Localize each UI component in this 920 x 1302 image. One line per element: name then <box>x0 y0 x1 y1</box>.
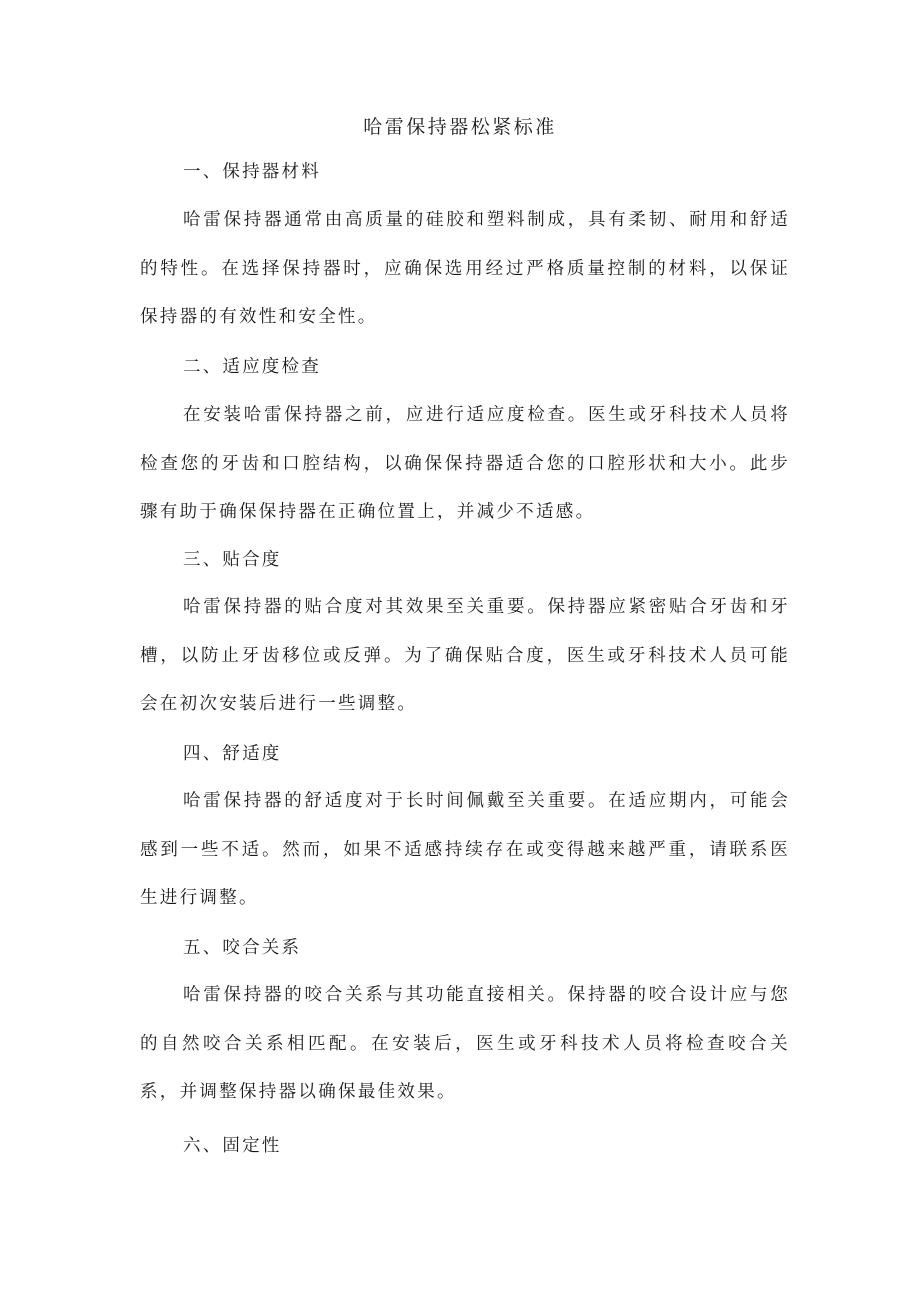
section-heading-materials: 一、保持器材料 <box>183 162 321 182</box>
section-paragraph-comfort: 哈雷保持器的舒适度对于长时间佩戴至关重要。在适应期内，可能会感到一些不适。然而，如果不适感持续存在或变得越来越严重，请联系医生进行调整。 <box>140 791 790 908</box>
section-heading-fit-check: 二、适应度检查 <box>183 357 321 377</box>
section-paragraph-materials: 哈雷保持器通常由高质量的硅胶和塑料制成，具有柔韧、耐用和舒适的特性。在选择保持器时，应确保选用经过严格质量控制的材料，以保证保持器的有效性和安全性。 <box>140 210 790 327</box>
section-heading-adaptation: 三、贴合度 <box>183 550 282 570</box>
section-paragraph-adaptation: 哈雷保持器的贴合度对其效果至关重要。保持器应紧密贴合牙齿和牙槽，以防止牙齿移位或反弹。为了确保贴合度，医生或牙科技术人员可能会在初次安装后进行一些调整。 <box>140 597 790 714</box>
section-heading-retention: 六、固定性 <box>183 1136 282 1156</box>
section-heading-occlusion: 五、咬合关系 <box>183 938 302 958</box>
section-paragraph-fit-check: 在安装哈雷保持器之前，应进行适应度检查。医生或牙科技术人员将检查您的牙齿和口腔结构，以确保保持器适合您的口腔形状和大小。此步骤有助于确保保持器在正确位置上，并减少不适感。 <box>140 405 790 522</box>
section-heading-comfort: 四、舒适度 <box>183 744 282 764</box>
document-title: 哈雷保持器松紧标准 <box>363 116 557 138</box>
section-paragraph-occlusion: 哈雷保持器的咬合关系与其功能直接相关。保持器的咬合设计应与您的自然咬合关系相匹配。在安装后，医生或牙科技术人员将检查咬合关系，并调整保持器以确保最佳效果。 <box>140 985 790 1102</box>
